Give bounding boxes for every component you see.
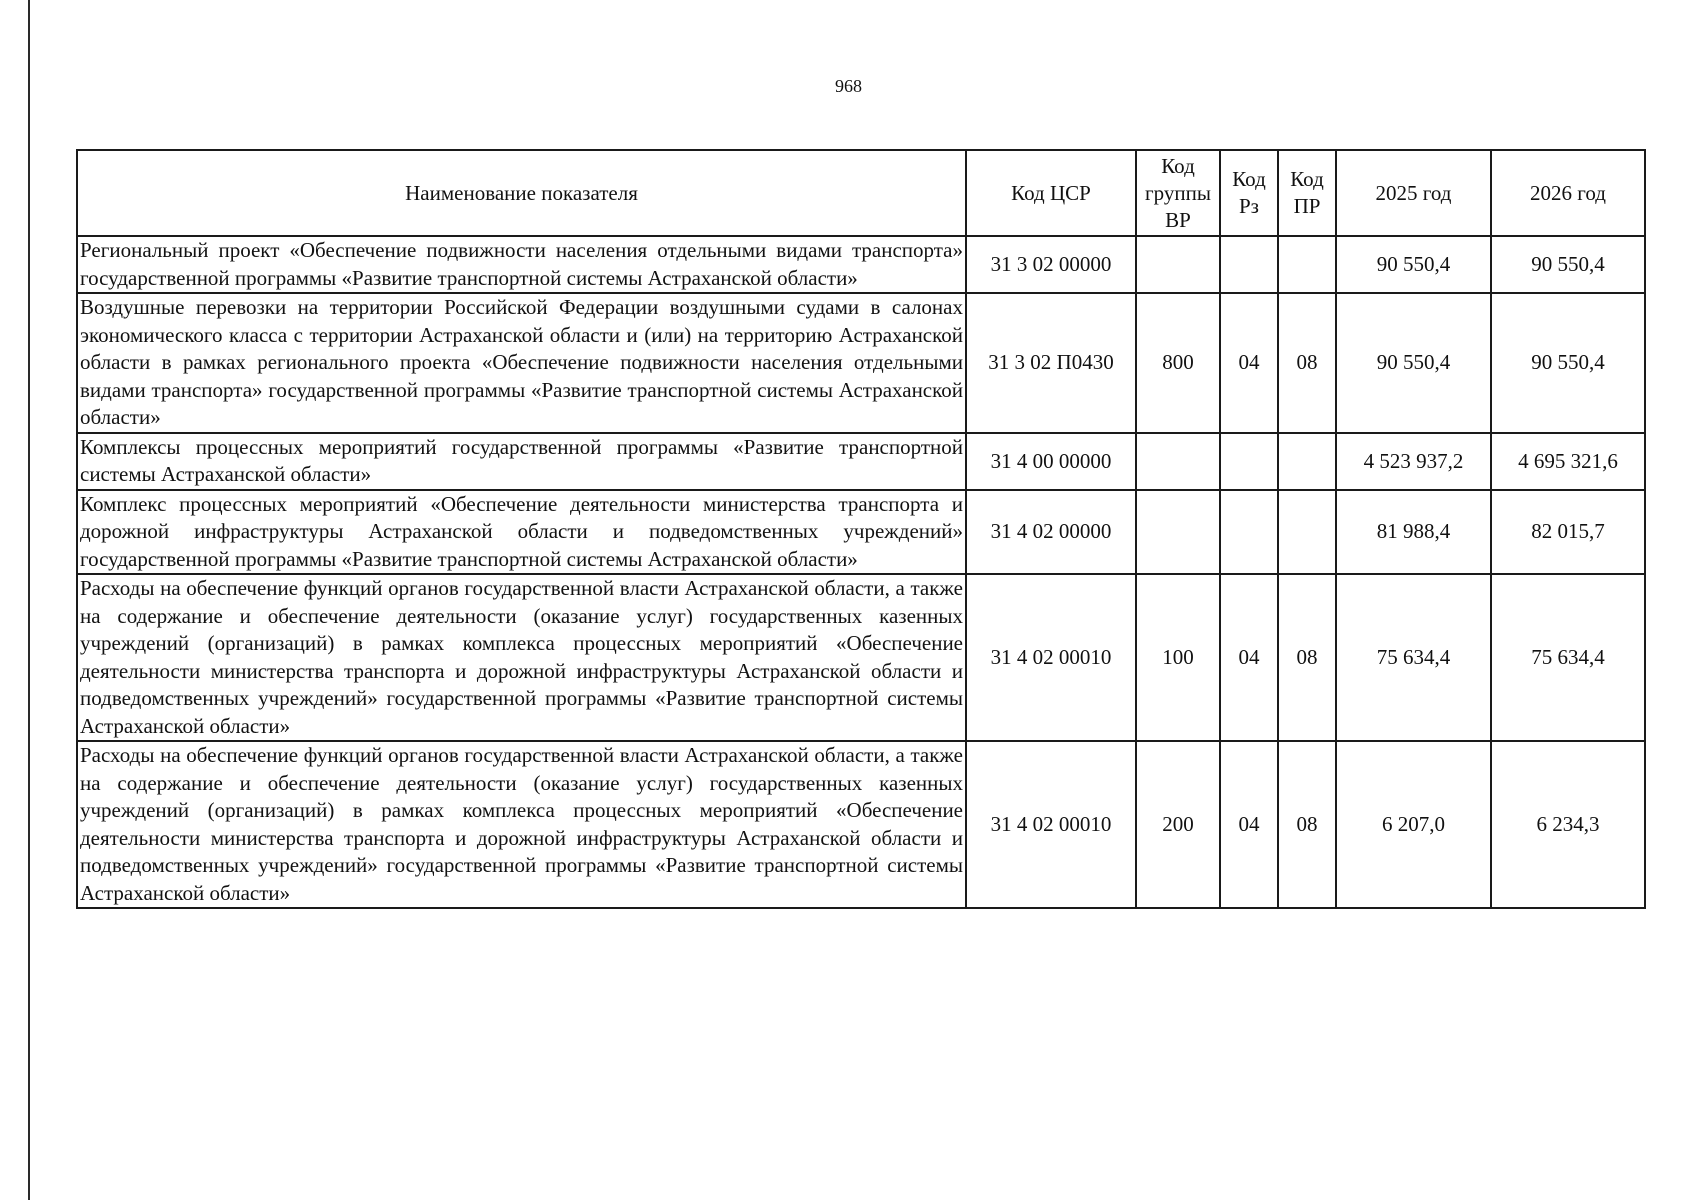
cell-pr: 08: [1278, 741, 1336, 908]
cell-rz: 04: [1220, 574, 1278, 741]
header-rz: Код Рз: [1220, 150, 1278, 236]
cell-name: Расходы на обеспечение функций органов государственной власти Астраханской области, а также на содержание и обеспечение деятельности (оказание услуг) государственных казенных учреждений (организаций) в рамках комплекса процессных мероприятий «Обеспечение деятельности министерства транспорта и дорожной инфраструктуры Астраханской области и подведомственных учреждений» государственной программы «Развитие транспортной системы Астраханской области»: [77, 741, 966, 908]
table-row: [77, 574, 1645, 741]
cell-name: Региональный проект «Обеспечение подвижности населения отдельными видами транспорта» государственной программы «Развитие транспортной системы Астраханской области»: [77, 236, 966, 293]
cell-vr: [1136, 490, 1220, 575]
cell-2026: 90 550,4: [1491, 293, 1645, 433]
table-row: [77, 236, 1645, 293]
cell-2026: 4 695 321,6: [1491, 433, 1645, 490]
cell-rz: [1220, 433, 1278, 490]
header-csr: Код ЦСР: [966, 150, 1136, 236]
cell-2025: 4 523 937,2: [1336, 433, 1491, 490]
cell-2025: 90 550,4: [1336, 293, 1491, 433]
budget-table: [76, 149, 1646, 909]
header-pr: Код ПР: [1278, 150, 1336, 236]
table-row: [77, 490, 1645, 575]
cell-name: Комплекс процессных мероприятий «Обеспечение деятельности министерства транспорта и дорожной инфраструктуры Астраханской области и подведомственных учреждений» государственной программы «Развитие транспортной системы Астраханской области»: [77, 490, 966, 575]
page-number: 968: [835, 76, 862, 96]
cell-name: Комплексы процессных мероприятий государственной программы «Развитие транспортной системы Астраханской области»: [77, 433, 966, 490]
cell-name: Воздушные перевозки на территории Российской Федерации воздушными судами в салонах экономического класса с территории Астраханской области и (или) на территорию Астраханской области в рамках регионального проекта «Обеспечение подвижности населения отдельными видами транспорта» государственной программы «Развитие транспортной системы Астраханской области»: [77, 293, 966, 433]
scan-edge-line: [28, 0, 30, 1200]
cell-csr: 31 4 02 00010: [966, 741, 1136, 908]
cell-pr: 08: [1278, 574, 1336, 741]
table-row: [77, 433, 1645, 490]
cell-pr: [1278, 433, 1336, 490]
header-vr: Код группы ВР: [1136, 150, 1220, 236]
cell-csr: 31 4 00 00000: [966, 433, 1136, 490]
cell-2025: 6 207,0: [1336, 741, 1491, 908]
cell-csr: 31 3 02 П0430: [966, 293, 1136, 433]
cell-2025: 81 988,4: [1336, 490, 1491, 575]
cell-pr: 08: [1278, 293, 1336, 433]
header-2025: 2025 год: [1336, 150, 1491, 236]
cell-vr: 800: [1136, 293, 1220, 433]
cell-2026: 82 015,7: [1491, 490, 1645, 575]
table-row: [77, 741, 1645, 908]
cell-rz: 04: [1220, 293, 1278, 433]
cell-rz: 04: [1220, 741, 1278, 908]
cell-2025: 75 634,4: [1336, 574, 1491, 741]
cell-rz: [1220, 490, 1278, 575]
cell-2026: 75 634,4: [1491, 574, 1645, 741]
cell-csr: 31 4 02 00010: [966, 574, 1136, 741]
cell-vr: 200: [1136, 741, 1220, 908]
cell-vr: 100: [1136, 574, 1220, 741]
cell-2026: 90 550,4: [1491, 236, 1645, 293]
cell-rz: [1220, 236, 1278, 293]
cell-pr: [1278, 236, 1336, 293]
header-2026: 2026 год: [1491, 150, 1645, 236]
header-name: Наименование показателя: [77, 150, 966, 236]
table-row: [77, 293, 1645, 433]
table-header-row: [77, 150, 1645, 236]
cell-csr: 31 3 02 00000: [966, 236, 1136, 293]
cell-csr: 31 4 02 00000: [966, 490, 1136, 575]
cell-vr: [1136, 236, 1220, 293]
cell-pr: [1278, 490, 1336, 575]
cell-2026: 6 234,3: [1491, 741, 1645, 908]
cell-vr: [1136, 433, 1220, 490]
cell-2025: 90 550,4: [1336, 236, 1491, 293]
cell-name: Расходы на обеспечение функций органов государственной власти Астраханской области, а также на содержание и обеспечение деятельности (оказание услуг) государственных казенных учреждений (организаций) в рамках комплекса процессных мероприятий «Обеспечение деятельности министерства транспорта и дорожной инфраструктуры Астраханской области и подведомственных учреждений» государственной программы «Развитие транспортной системы Астраханской области»: [77, 574, 966, 741]
